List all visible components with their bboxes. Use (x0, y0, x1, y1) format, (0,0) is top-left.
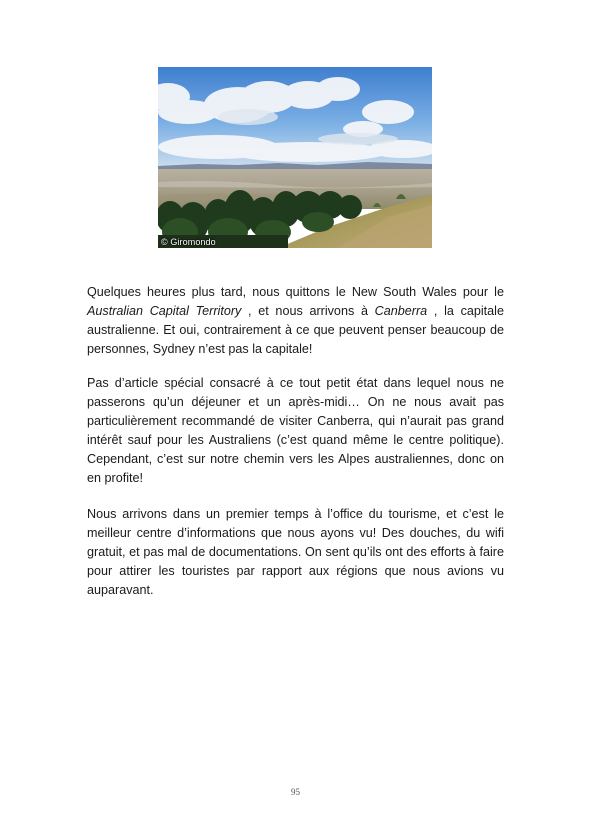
text-run: , et nous arrivons à (241, 304, 375, 319)
italic-text: Australian Capital Territory (87, 304, 242, 319)
text-run: Quelques heures plus tard, nous quittons le New South Wales pour le (87, 285, 504, 299)
landscape-photo-image (158, 67, 432, 248)
landscape-photo (158, 67, 432, 248)
page-number: 95 (291, 787, 300, 797)
photo-credit: © Giromondo (161, 237, 216, 247)
paragraph-2 (87, 374, 504, 489)
text-run: , la capitale australienne. Et oui, contrairement à ce que peuvent penser beaucoup de personnes, Sydney n’est pas la capitale! (87, 304, 504, 357)
paragraph-3 (87, 505, 504, 600)
text-run: Pas d’article spécial consacré à ce tout petit état dans lequel nous ne passerons qu’un déjeuner et un après-midi… On ne nous avait pas particulièrement recommandé de visiter Canberra, qui n’aurait pas grand intérêt sauf pour les Australiens (c’est quand même le centre politique). Cependant, c’est sur notre chemin vers les Alpes australiennes, donc on en profite! (87, 376, 504, 486)
paragraph-1 (87, 283, 504, 359)
italic-text: Canberra (374, 304, 428, 319)
text-run: Nous arrivons dans un premier temps à l’office du tourisme, et c’est le meilleur centre d’informations que nous ayons vu! Des douches, du wifi gratuit, et pas mal de documentations. On sent qu’ils ont des efforts à faire pour attirer les touristes par rapport aux régions que nous avions vu auparavant. (87, 507, 504, 598)
